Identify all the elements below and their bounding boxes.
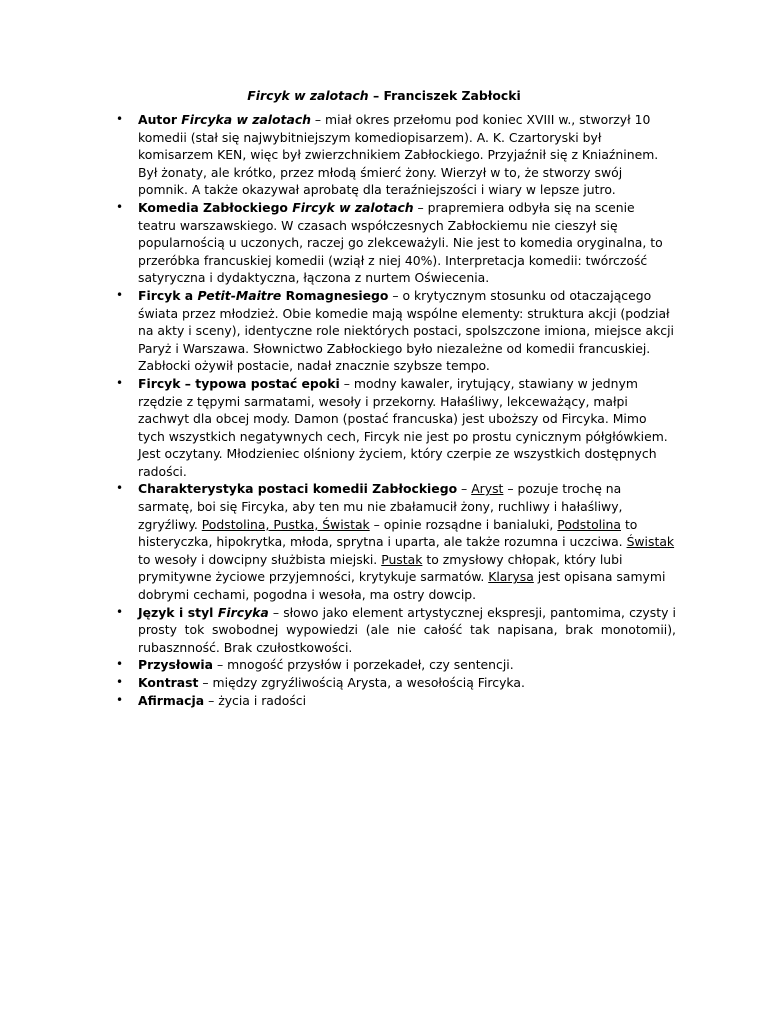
list-item-author bbox=[116, 111, 676, 199]
item-text: – słowo jako element artystycznej ekspresji, pantomima, czysty i prosty tok swobodnej wypowiedzi (ale nie całość tak napisana, brak monotomii), rubasznność. Brak czułostkowości. bbox=[138, 604, 676, 655]
item-heading: Język i styl bbox=[138, 604, 218, 620]
list-item-affirmation bbox=[116, 692, 676, 710]
bullet-icon: • bbox=[116, 287, 124, 302]
list-item-fircyk bbox=[116, 375, 676, 481]
item-heading-italic: Fircyk w zalotach bbox=[292, 199, 414, 215]
item-heading-italic: Fircyka w zalotach bbox=[181, 112, 311, 127]
item-text: to histeryczka, hipokrytka, młoda, sprytna i uparta, ale także rozumna i uczciwa. bbox=[138, 516, 638, 550]
item-text: – mnogość przysłów i porzekadeł, czy sentencji. bbox=[213, 657, 514, 673]
item-text: – modny kawaler, irytujący, stawiany w jednym rzędzie z tępymi sarmatami, wesoły i przekorny. Hałaśliwy, lekceważący, małpi zachwyt dla obcej mody. Damon (postać francuska) jest uboższy od Fircyka. Mimo tych wszystkich negatywnych cech, Fircyk nie jest po prostu cynicznym półgłówkiem. Jest oczytany. Młodzieniec olśniony życiem, który czerpie ze wszystkich dostępnych radości. bbox=[138, 375, 668, 479]
list-item-characters bbox=[116, 480, 676, 603]
bullet-icon: • bbox=[116, 199, 124, 214]
item-heading: Komedia Zabłockiego bbox=[138, 199, 293, 215]
bullet-list bbox=[116, 111, 676, 709]
item-text: – pozuje trochę na sarmatę, boi się Fircyka, aby ten mu nie zbałamucił żony, ruchliwy i hałaśliwy, zgryźliwy. bbox=[138, 481, 623, 532]
title-author: – Franciszek Zabłocki bbox=[368, 88, 521, 103]
list-item-comparison bbox=[116, 287, 676, 375]
item-heading: Afirmacja bbox=[138, 692, 205, 708]
item-text: – bbox=[457, 481, 472, 497]
item-text: – między zgryźliwością Arysta, a wesołością Fircyka. bbox=[198, 675, 525, 690]
bullet-icon: • bbox=[116, 481, 124, 496]
list-item-comedy bbox=[116, 199, 676, 287]
item-text: – życia i radości bbox=[204, 692, 307, 708]
item-text: – o krytycznym stosunku od otaczającego świata przez młodzież. Obie komedie mają wspólne elementy: struktura akcji (podział na akty i sceny), identyczne role niektórych postaci, spolszczone imiona, miejsce akcji Paryż i Warszawa. Słownictwo Zabłockiego było niezależne od komedii francuskiej. Zabłocki ożywił postacie, nadał znacznie szybsze tempo. bbox=[138, 287, 674, 374]
list-item-proverbs bbox=[116, 656, 676, 674]
bullet-icon: • bbox=[116, 604, 124, 619]
item-heading-italic: Fircyka bbox=[217, 604, 269, 620]
character-name: Aryst bbox=[471, 481, 504, 497]
item-text: – prapremiera odbyła się na scenie teatru warszawskiego. W czasach współczesnych Zabłockiemu nie cieszył się popularnością u uczonych, raczej go zlekceważyli. Nie jest to komedia oryginalna, to przeróbka francuskiej komedii (wziął z niej 40%). Interpretacja komedii: twórczość satyryczna i dydaktyczna, łączona z nurtem Oświecenia. bbox=[138, 199, 663, 286]
character-name: Podstolina bbox=[557, 516, 621, 532]
list-item-language bbox=[116, 604, 676, 657]
bullet-icon: • bbox=[116, 657, 124, 672]
item-text: – opinie rozsądne i banialuki, bbox=[369, 516, 558, 532]
item-heading: Autor bbox=[138, 112, 182, 127]
bullet-icon: • bbox=[116, 375, 124, 390]
item-heading-italic: Petit-Maitre bbox=[197, 287, 282, 303]
bullet-icon: • bbox=[116, 675, 124, 689]
character-name: Podstolina, Pustka, Świstak bbox=[201, 516, 370, 532]
list-item-contrast bbox=[116, 674, 676, 692]
item-heading: Przysłowia bbox=[138, 657, 214, 673]
item-text: to zmysłowy chłopak, który lubi prymitywne życiowe przyjemności, krytykuje sarmatów. bbox=[138, 551, 623, 585]
item-heading: Fircyk a bbox=[138, 287, 198, 303]
item-text: to wesoły i dowcipny służbista miejski. bbox=[138, 551, 382, 567]
bullet-icon: • bbox=[116, 112, 124, 126]
item-text: jest opisana samymi dobrymi cechami, pogodna i wesoła, ma ostry dowcip. bbox=[138, 569, 666, 603]
document-title bbox=[0, 87, 768, 104]
item-heading: Romagnesiego bbox=[281, 287, 389, 303]
character-name: Świstak bbox=[626, 534, 675, 550]
character-name: Pustak bbox=[381, 551, 423, 567]
item-heading: Kontrast bbox=[138, 675, 199, 690]
bullet-icon: • bbox=[116, 692, 124, 707]
item-text: – miał okres przełomu pod koniec XVIII w., stworzył 10 komedii (stał się najwybitniejszym komediopisarzem). A. K. Czartoryski był komisarzem KEN, więc był zwierzchnikiem Zabłockiego. Przyjaźnił się z Kniaźninem. Był żonaty, ale krótko, przez młodą śmierć żony. Wierzył w to, że stworzy swój pomnik. A także okazywał aprobatę dla teraźniejszości i wiary w lepsze jutro. bbox=[138, 112, 659, 198]
item-heading: Fircyk – typowa postać epoki bbox=[138, 375, 340, 391]
title-work-name: Fircyk w zalotach bbox=[247, 88, 369, 103]
character-name: Klarysa bbox=[488, 569, 534, 585]
item-heading: Charakterystyka postaci komedii Zabłockiego bbox=[138, 481, 458, 497]
